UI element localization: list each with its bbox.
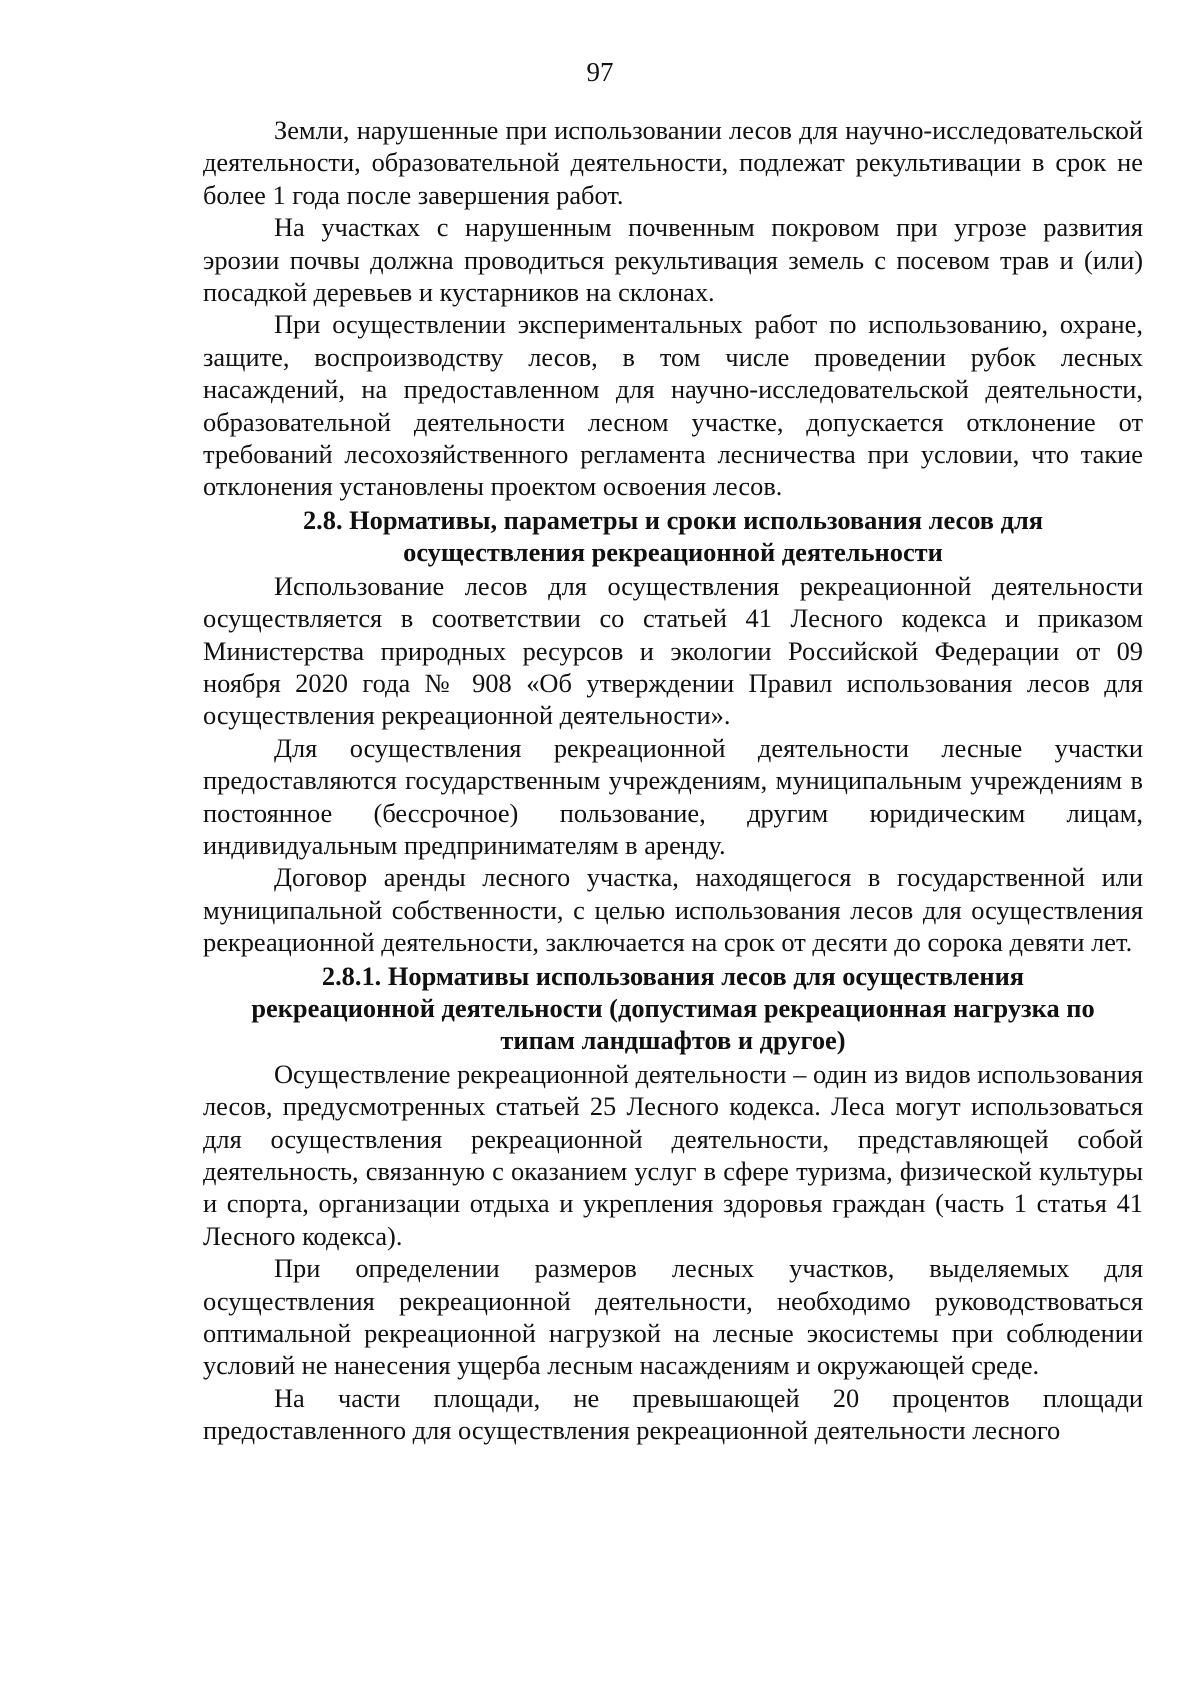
page-body [203, 114, 1143, 1447]
paragraph-optimal-load: При определении размеров лесных участков, выделяемых для осуществления рекреационной деятельности, необходимо руководствоваться оптимальной рекреационной нагрузкой на лесные экосистемы при соблюдении условий не нанесения ущерба лесным насаждениям и окружающей среде. [203, 1253, 1143, 1381]
paragraph-recreation-definition: Осуществление рекреационной деятельности – один из видов использования лесов, предусмотренных статьей 25 Лесного кодекса. Леса могут использоваться для осуществления рекреационной деятельности, представляющей собой деятельность, связанную с оказанием услуг в сфере туризма, физической культуры и спорта, организации отдыха и укрепления здоровья граждан (часть 1 статья 41 Лесного кодекса). [203, 1058, 1143, 1251]
paragraph-reclamation-term: Земли, нарушенные при использовании лесов для научно-исследовательской деятельности, образовательной деятельности, подлежат рекультивации в срок не более 1 года после завершения работ. [203, 115, 1143, 210]
paragraph-recreation-legal-basis: Использование лесов для осуществления рекреационной деятельности осуществляется в соответствии со статьей 41 Лесного кодекса и приказом Министерства природных ресурсов и экологии Российской Федерации от 09 ноября 2020 года № 908 «Об утверждении Правил использования лесов для осуществления рекреационной деятельности». [203, 570, 1143, 731]
page-number: 97 [586, 57, 614, 87]
section-heading-2-8-1 [203, 960, 1143, 1057]
paragraph-erosion-reclamation: На участках с нарушенным почвенным покровом при угрозе развития эрозии почвы должна проводиться рекультивация земель с посевом трав и (или) посадкой деревьев и кустарников на склонах. [203, 212, 1143, 308]
section-heading-2-8-line-1: 2.8. Нормативы, параметры и сроки использования лесов для [302, 504, 1044, 535]
section-heading-2-8-1-line-2: рекреационной деятельности (допустимая рекреационная нагрузка по [251, 992, 1095, 1023]
paragraph-recreation-provision: Для осуществления рекреационной деятельности лесные участки предоставляются государственным учреждениям, муниципальным учреждениям в постоянное (бессрочное) пользование, другим юридическим лицам, индивидуальным предпринимателям в аренду. [203, 732, 1143, 860]
paragraph-lease-term: Договор аренды лесного участка, находящегося в государственной или муниципальной собственности, с целью использования лесов для осуществления рекреационной деятельности, заключается на срок от десяти до сорока девяти лет. [203, 862, 1143, 958]
paragraph-area-limit: На части площади, не превышающей 20 процентов площади предоставленного для осуществления рекреационной деятельности лесного [203, 1382, 1143, 1446]
paragraph-experimental-works: При осуществлении экспериментальных работ по использованию, охране, защите, воспроизводству лесов, в том числе проведении рубок лесных насаждений, на предоставленном для научно-исследовательской деятельности, образовательной деятельности лесном участке, допускается отклонение от требований лесохозяйственного регламента лесничества при условии, что такие отклонения установлены проектом освоения лесов. [203, 309, 1143, 502]
section-heading-2-8-1-line-1: 2.8.1. Нормативы использования лесов для осуществления [321, 960, 1025, 991]
section-heading-2-8-line-2: осуществления рекреационной деятельности [403, 537, 943, 568]
section-heading-2-8 [203, 504, 1143, 569]
section-heading-2-8-1-line-3: типам ландшафтов и другое) [500, 1025, 846, 1056]
